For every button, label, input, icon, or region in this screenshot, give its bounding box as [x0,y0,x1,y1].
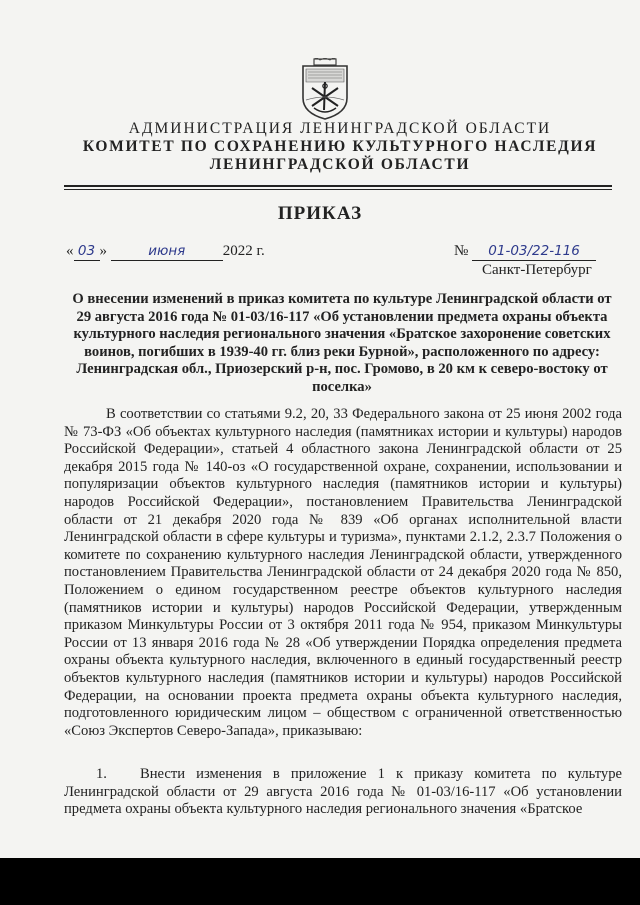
order-number-value: 01-03/22-116 [472,244,596,261]
item-text: Внести изменения в приложение 1 к приказу комитета по культуре Ленинградской области от 29 августа 2016 года № 01-03/16-117 «Об установлении предмета охраны объекта культурного наследия регионального значения «Братское [64,766,622,818]
document-subject: О внесении изменений в приказ комитета по культуре Ленинградской области от 29 августа 2016 года № 01-03/16-117 «Об установлении предмета охраны объекта культурного наследия регионального значения «Братское захоронение советских воинов, погибших в 1939-40 гг. близ реки Бурной», расположенного по адресу: Ленинградская обл., Приозерский р-н, пос. Громово, в 20 км к северо-востоку от поселка» [72,291,612,395]
header-divider-thin [64,189,612,190]
org-name-line2: КОМИТЕТ ПО СОХРАНЕНИЮ КУЛЬТУРНОГО НАСЛЕДИЯ [82,138,598,155]
org-name-line3: ЛЕНИНГРАДСКОЙ ОБЛАСТИ [209,156,471,173]
item-number: 1. [96,766,107,782]
org-name-line1: АДМИНИСТРАЦИЯ ЛЕНИНГРАДСКОЙ ОБЛАСТИ [128,120,552,137]
order-number [454,243,596,261]
date-close-quote: » [99,243,107,259]
date-month: июня [111,244,223,261]
date-day: 03 [74,244,100,261]
header-divider-thick [64,185,612,187]
preamble-paragraph: В соответствии со статьями 9.2, 20, 33 Федерального закона от 25 июня 2002 года № 73-ФЗ «Об объектах культурного наследия (памятниках истории и культуры) народов Российской Федерации», статьей 4 областного закона Ленинградской области от 25 декабря 2015 года № 140-оз «О государственной охране, сохранении, использовании и популяризации объектов культурного наследия (памятников истории и культуры) народов Российской Федерации», постановлением Правительства Ленинградской области от 21 декабря 2020 года № 839 «Об органах исполнительной власти Ленинградской области в сфере культуры и туризма», пунктами 2.1.2, 2.3.7 Положения о комитете по сохранению культурного наследия Ленинградской области, утвержденного постановлением Правительства Ленинградской области от 24 декабря 2020 года № 850, Положением о едином государственном реестре объектов культурного наследия (памятников истории и культуры) народов Российской Федерации, утвержденным приказом Минкультуры России от 3 октября 2011 года № 954, приказом Минкультуры России от 13 января 2016 года № 28 «Об утверждении Порядка определения предмета охраны объекта культурного наследия, включенного в единый государственный реестр объектов культурного наследия (памятников истории и культуры) народов Российской Федерации, на основании проекта предмета охраны объекта культурного наследия, подготовленного юридическим лицом – обществом с ограниченной ответственностью «Союз Экспертов Северо-Запада», приказываю: [64,406,622,739]
document-title: ПРИКАЗ [277,203,363,224]
order-item-1 [64,766,622,819]
date-year: 2022 г. [222,243,265,259]
date-open-quote: « [66,243,74,259]
number-sign: № [454,243,469,259]
coat-of-arms-emblem [300,58,350,120]
document-date [66,243,265,261]
document-city: Санкт-Петербург [482,262,592,278]
